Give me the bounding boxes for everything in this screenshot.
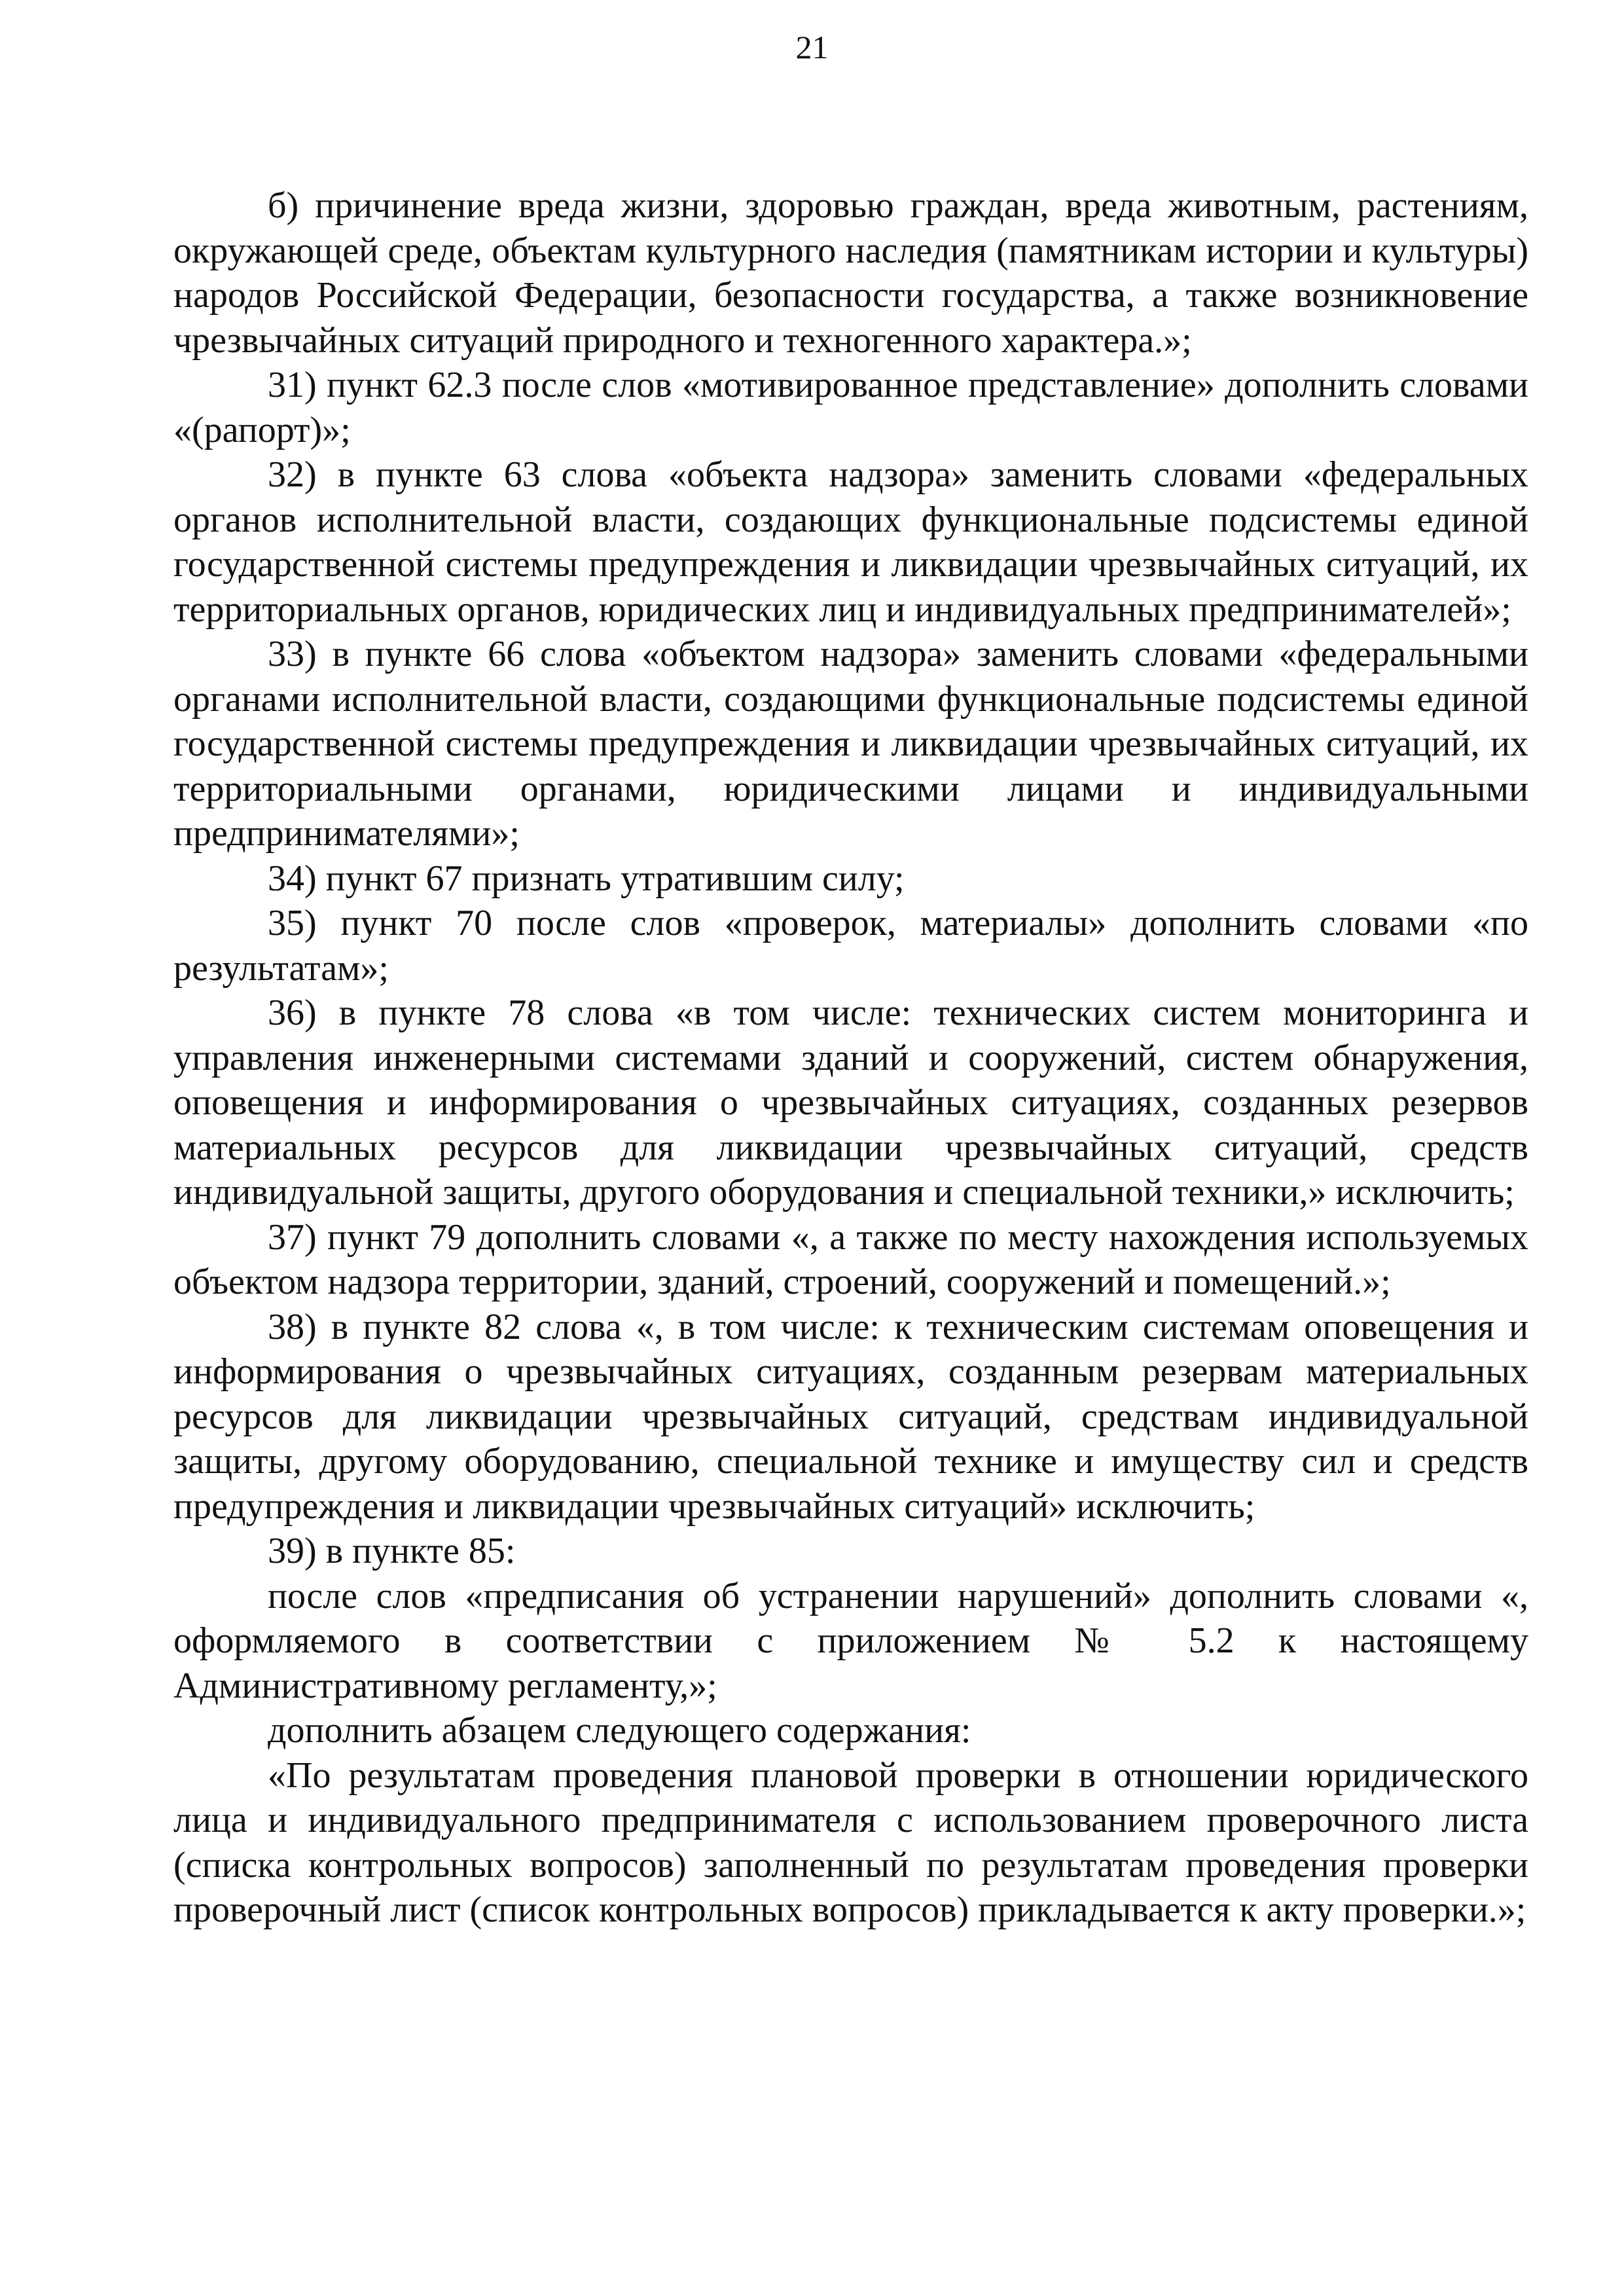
document-body	[173, 183, 1528, 1933]
page-number: 21	[795, 29, 829, 65]
paragraph-item-38: 38) в пункте 82 слова «, в том числе: к техническим системам оповещения и информирования о чрезвычайных ситуациях, созданным резервам материальных ресурсов для ликвидации чрезвычайных ситуаций, средствам индивидуальной защиты, другому оборудованию, специальной технике и имуществу сил и средств предупреждения и ликвидации чрезвычайных ситуаций» исключить;	[173, 1306, 1528, 1527]
paragraph-item-39-sub-1: после слов «предписания об устранении нарушений» дополнить словами «, оформляемого в соответствии с приложением № 5.2 к настоящему Административному регламенту,»;	[173, 1575, 1528, 1706]
paragraph-item-33: 33) в пункте 66 слова «объектом надзора» заменить словами «федеральными органами исполнительной власти, создающими функциональные подсистемы единой государственной системы предупреждения и ликвидации чрезвычайных ситуаций, их территориальными органами, юридическими лицами и индивидуальными предпринимателями»;	[173, 634, 1528, 854]
paragraph-item-39-quote: «По результатам проведения плановой проверки в отношении юридического лица и индивидуального предпринимателя с использованием проверочного листа (списка контрольных вопросов) заполненный по результатам проведения проверки проверочный лист (список контрольных вопросов) прикладывается к акту проверки.»;	[173, 1755, 1528, 1930]
paragraph-item-39-sub-2: дополнить абзацем следующего содержания:	[268, 1710, 971, 1751]
paragraph-item-39: 39) в пункте 85:	[268, 1531, 516, 1571]
paragraph-item-35: 35) пункт 70 после слов «проверок, материалы» дополнить словами «по результатам»;	[173, 903, 1528, 989]
paragraph-item-32: 32) в пункте 63 слова «объекта надзора» заменить словами «федеральных органов исполнительной власти, создающих функциональные подсистемы единой государственной системы предупреждения и ликвидации чрезвычайных ситуаций, их территориальных органов, юридических лиц и индивидуальных предпринимателей»;	[173, 454, 1528, 630]
paragraph-item-34: 34) пункт 67 признать утратившим силу;	[268, 858, 905, 899]
paragraph-item-37: 37) пункт 79 дополнить словами «, а также по месту нахождения используемых объектом надзора территории, зданий, строений, сооружений и помещений.»;	[173, 1216, 1528, 1302]
paragraph-item-31: 31) пункт 62.3 после слов «мотивированное представление» дополнить словами «(рапорт)»;	[173, 365, 1528, 450]
paragraph-item-36: 36) в пункте 78 слова «в том числе: технических систем мониторинга и управления инженерными системами зданий и сооружений, систем обнаружения, оповещения и информирования о чрезвычайных ситуациях, созданных резервов материальных ресурсов для ликвидации чрезвычайных ситуаций, средств индивидуальной защиты, другого оборудования и специальной техники,» исключить;	[173, 993, 1528, 1212]
paragraph-b-harm: б) причинение вреда жизни, здоровью граждан, вреда животным, растениям, окружающей среде, объектам культурного наследия (памятникам истории и культуры) народов Российской Федерации, безопасности государства, а также возникновение чрезвычайных ситуаций природного и техногенного характера.»;	[173, 185, 1528, 361]
